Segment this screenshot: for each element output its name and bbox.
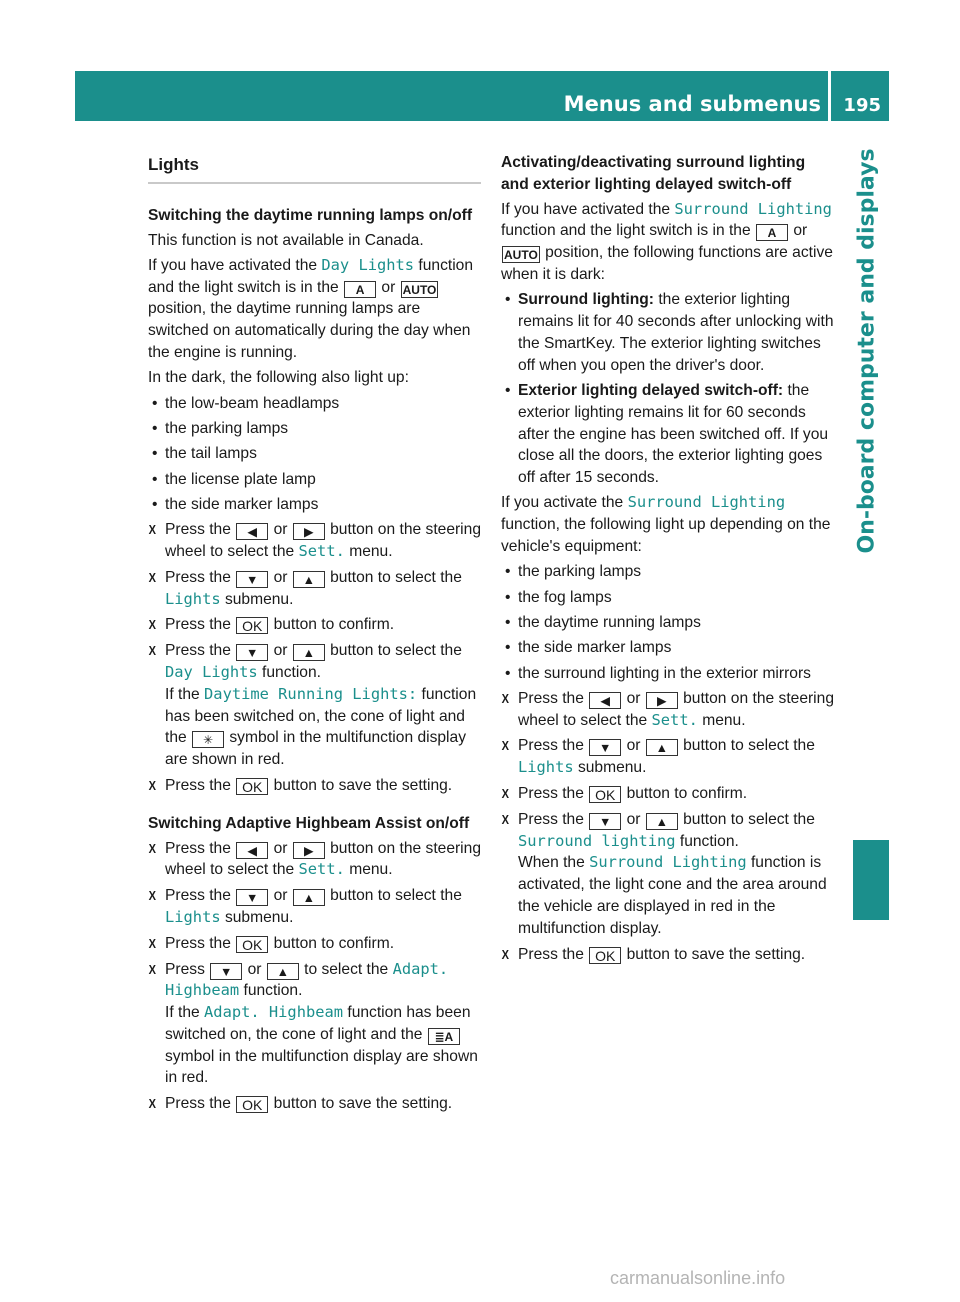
ok-button-icon: OK xyxy=(236,617,268,634)
up-arrow-icon: ▲ xyxy=(293,644,325,661)
sett-menu-name: Sett. xyxy=(298,860,345,879)
lights-submenu-name: Lights xyxy=(165,589,221,608)
auto-icon: AUTO xyxy=(504,248,538,263)
step-item: X Press the ▼ or ▲ button to select the Lights submenu. xyxy=(148,885,481,929)
footer-watermark: carmanualsonline.info xyxy=(610,1268,786,1288)
list-item: • the side marker lamps xyxy=(148,494,481,516)
surround-lamp-list xyxy=(501,561,835,684)
down-arrow-icon: ▼ xyxy=(236,571,268,588)
down-arrow-icon: ▼ xyxy=(210,963,242,980)
list-item: • Exterior lighting delayed switch-off: the exterior lighting remains lit for 60 seconds after the engine has been switched off. If you close all the doors, the exterior lighting goes off after 15 seconds. xyxy=(501,380,835,489)
lights-submenu-name: Lights xyxy=(165,907,221,926)
list-item: • the daytime running lamps xyxy=(501,612,835,634)
sett-menu-name: Sett. xyxy=(651,710,698,729)
surround-equipment-paragraph: If you activate the Surround Lighting function, the following light up depending on the vehicle's equipment: xyxy=(501,493,831,556)
list-item: • the parking lamps xyxy=(501,561,835,583)
up-arrow-icon: ▲ xyxy=(646,739,678,756)
list-item: • the fog lamps xyxy=(501,587,835,609)
side-tab-marker xyxy=(853,840,889,920)
list-item: • the license plate lamp xyxy=(148,469,481,491)
up-arrow-icon: ▲ xyxy=(267,963,299,980)
ok-button-icon: OK xyxy=(236,936,268,953)
surround-lighting-function-name: Surround lighting xyxy=(518,831,676,850)
step-item: X Press the ▼ or ▲ button to select the Lights submenu. xyxy=(501,735,835,779)
step-item: X Press the OK button to confirm. xyxy=(148,933,481,955)
down-arrow-icon: ▼ xyxy=(236,889,268,906)
drl-canada-note: This function is not available in Canada. xyxy=(148,231,424,249)
step-item: X Press the ◀ or ▶ button on the steering wheel to select the Sett. menu. xyxy=(501,688,835,732)
day-lights-function-name: Day Lights xyxy=(165,662,258,681)
step-item: X Press the OK button to save the setting. xyxy=(148,1093,481,1115)
list-item: • the low-beam headlamps xyxy=(148,393,481,415)
drl-dark-intro: In the dark, the following also light up: xyxy=(148,369,409,387)
left-arrow-icon: ◀ xyxy=(236,842,268,859)
surround-activation-paragraph: If you have activated the Surround Lighting function and the light switch is in the A or AUTO position, the following functions are active when it is dark: xyxy=(501,199,833,283)
daytime-light-symbol-icon: ✳ xyxy=(192,731,224,748)
left-column xyxy=(148,152,481,1119)
up-arrow-icon: ▲ xyxy=(293,889,325,906)
ahb-steps xyxy=(148,838,481,1116)
list-item: • the tail lamps xyxy=(148,443,481,465)
header-title: Menus and submenus xyxy=(563,92,821,116)
surround-steps xyxy=(501,688,835,966)
ok-button-icon: OK xyxy=(236,778,268,795)
right-column xyxy=(501,152,835,969)
step-item: X Press the ◀ or ▶ button on the steering wheel to select the Sett. menu. xyxy=(148,838,481,882)
day-lights-function-name: Day Lights xyxy=(321,255,415,274)
step-item: X Press the OK button to save the setting. xyxy=(501,944,835,966)
right-arrow-icon: ▶ xyxy=(646,692,678,709)
page-number: 195 xyxy=(843,95,881,116)
surround-lighting-function-name: Surround Lighting xyxy=(674,199,832,218)
surround-lighting-function-name: Surround Lighting xyxy=(627,493,786,512)
left-arrow-icon: ◀ xyxy=(236,523,268,540)
section-title: Lights xyxy=(148,154,481,184)
drl-activation-paragraph: If you have activated the Day Lights function and the light switch is in the A or AUTO position, the daytime running lamps are switched on automatically during the day when the engine is running. xyxy=(148,255,474,362)
down-arrow-icon: ▼ xyxy=(589,813,621,830)
list-item: • the side marker lamps xyxy=(501,637,835,659)
page-header xyxy=(75,71,889,121)
side-tab xyxy=(845,148,889,554)
list-item: • the parking lamps xyxy=(148,418,481,440)
highbeam-symbol-icon: ≣A xyxy=(428,1028,460,1045)
adapt-highbeam-function-name: Adapt. Highbeam xyxy=(165,959,449,1000)
ok-button-icon: OK xyxy=(236,1096,268,1113)
list-item: • the surround lighting in the exterior mirrors xyxy=(501,663,835,685)
sett-menu-name: Sett. xyxy=(298,541,345,560)
light-switch-a-icon: A xyxy=(756,224,788,241)
step-item: X Press the ◀ or ▶ button on the steering wheel to select the Sett. menu. xyxy=(148,519,481,563)
daytime-running-lights-name: Daytime Running Lights: xyxy=(204,684,418,703)
list-item: • Surround lighting: the exterior lighting remains lit for 40 seconds after unlocking with the SmartKey. The exterior lighting switches off when you open the driver's door. xyxy=(501,289,835,376)
drl-lamp-list xyxy=(148,393,481,516)
surround-heading: Activating/deactivating surround lighting and exterior lighting delayed switch-off xyxy=(501,154,806,193)
surround-function-list xyxy=(501,289,835,489)
auto-icon: AUTO xyxy=(402,282,437,297)
step-item: X Press the ▼ or ▲ button to select the Day Lights function. If the Daytime Running Lights: function has been switched on, the cone of light and the ✳ symbol in the multifunction display are shown in red. xyxy=(148,640,481,771)
lights-submenu-name: Lights xyxy=(518,758,574,777)
ahb-heading: Switching Adaptive Highbeam Assist on/off xyxy=(148,814,470,832)
down-arrow-icon: ▼ xyxy=(589,739,621,756)
left-arrow-icon: ◀ xyxy=(589,692,621,709)
right-arrow-icon: ▶ xyxy=(293,842,325,859)
step-item: X Press the ▼ or ▲ button to select the Surround lighting function. When the Surround Lighting function is activated, the light cone and the area around the vehicle are displayed in red in the multifunction display. xyxy=(501,809,835,940)
step-item: X Press the ▼ or ▲ button to select the Lights submenu. xyxy=(148,567,481,611)
drl-heading: Switching the daytime running lamps on/off xyxy=(148,206,473,224)
light-switch-a-icon: A xyxy=(344,281,376,298)
drl-steps xyxy=(148,519,481,797)
step-item: X Press the OK button to confirm. xyxy=(501,783,835,805)
step-item: X Press ▼ or ▲ to select the Adapt. Highbeam function. If the Adapt. Highbeam function has been switched on, the cone of light and the ≣A symbol in the multifunction display are shown in red. xyxy=(148,959,481,1090)
adapt-highbeam-function-name: Adapt. Highbeam xyxy=(204,1003,344,1022)
ok-button-icon: OK xyxy=(589,947,621,964)
header-separator xyxy=(828,71,831,121)
ok-button-icon: OK xyxy=(589,786,621,803)
right-arrow-icon: ▶ xyxy=(293,523,325,540)
step-item: X Press the OK button to confirm. xyxy=(148,614,481,636)
step-item: X Press the OK button to save the setting. xyxy=(148,775,481,797)
surround-lighting-function-name: Surround Lighting xyxy=(589,853,747,872)
side-tab-label: On-board computer and displays xyxy=(854,148,880,554)
up-arrow-icon: ▲ xyxy=(293,571,325,588)
down-arrow-icon: ▼ xyxy=(236,644,268,661)
up-arrow-icon: ▲ xyxy=(646,813,678,830)
